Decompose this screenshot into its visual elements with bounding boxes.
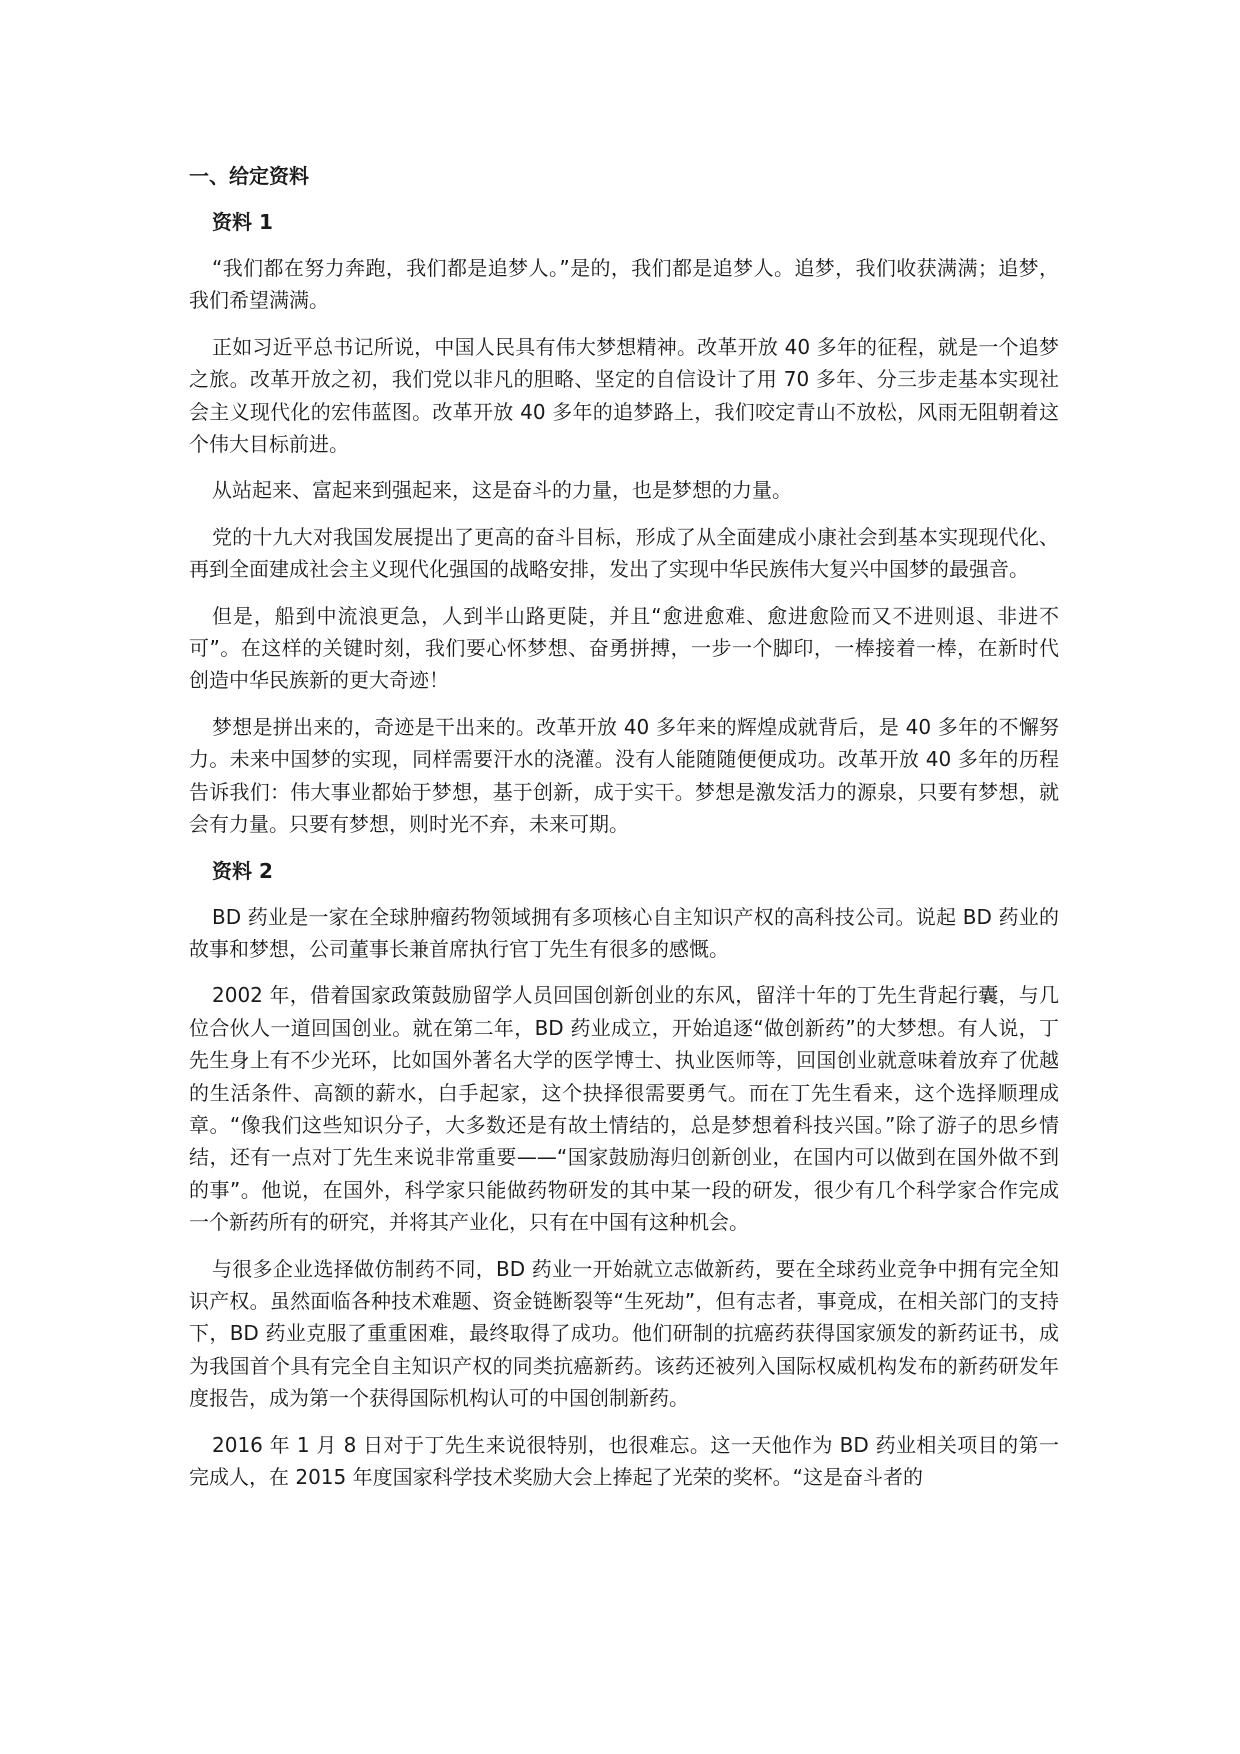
material-1-paragraph-3: 从站起来、富起来到强起来，这是奋斗的力量，也是梦想的力量。 xyxy=(212,478,792,503)
material-1-paragraph-5: 但是，船到中流浪更急，人到半山路更陡，并且“愈进愈难、愈进愈险而又不进则退、非进不可”。在这样的关键时刻，我们要心怀梦想、奋勇拼搏，一步一个脚印，一棒接着一棒，在新时代创造中华民族新的更大奇迹！ xyxy=(189,603,1059,693)
material-2-label: 资料 2 xyxy=(212,858,273,883)
material-2-paragraph-1: BD 药业是一家在全球肿瘤药物领域拥有多项核心自主知识产权的高科技公司。说起 BD 药业的故事和梦想，公司董事长兼首席执行官丁先生有很多的感慨。 xyxy=(189,904,1059,961)
material-1-paragraph-1: “我们都在努力奔跑，我们都是追梦人。”是的，我们都是追梦人。追梦，我们收获满满；追梦，我们希望满满。 xyxy=(189,256,1059,313)
material-2-paragraph-4: 2016 年 1 月 8 日对于丁先生来说很特别，也很难忘。这一天他作为 BD 药业相关项目的第一完成人，在 2015 年度国家科学技术奖励大会上捧起了光荣的奖杯。“这是奋斗者的 xyxy=(189,1432,1059,1489)
material-2-paragraph-3: 与很多企业选择做仿制药不同，BD 药业一开始就立志做新药，要在全球药业竞争中拥有完全知识产权。虽然面临各种技术难题、资金链断裂等“生死劫”，但有志者，事竟成，在相关部门的支持下，BD 药业克服了重重困难，最终取得了成功。他们研制的抗癌药获得国家颁发的新药证书，成为我国首个具有完全自主知识产权的同类抗癌新药。该药还被列入国际权威机构发布的新药研发年度报告，成为第一个获得国际机构认可的中国创制新药。 xyxy=(189,1256,1059,1411)
material-1-paragraph-6: 梦想是拼出来的，奇迹是干出来的。改革开放 40 多年来的辉煌成就背后，是 40 多年的不懈努力。未来中国梦的实现，同样需要汗水的浇灌。没有人能随随便便成功。改革开放 40 多年的历程告诉我们：伟大事业都始于梦想，基于创新，成于实干。梦想是激发活力的源泉，只要有梦想，就会有力量。只要有梦想，则时光不弃，未来可期。 xyxy=(189,714,1059,837)
material-2-paragraph-2: 2002 年，借着国家政策鼓励留学人员回国创新创业的东风，留洋十年的丁先生背起行囊，与几位合伙人一道回国创业。就在第二年，BD 药业成立，开始追逐“做创新药”的大梦想。有人说，丁先生身上有不少光环，比如国外著名大学的医学博士、执业医师等，回国创业就意味着放弃了优越的生活条件、高额的薪水，白手起家，这个抉择很需要勇气。而在丁先生看来，这个选择顺理成章。“像我们这些知识分子，大多数还是有故土情结的，总是梦想着科技兴国。”除了游子的思乡情结，还有一点对丁先生来说非常重要——“国家鼓励海归创新创业，在国内可以做到在国外做不到的事”。他说，在国外，科学家只能做药物研发的其中某一段的研发，很少有几个科学家合作完成一个新药所有的研究，并将其产业化，只有在中国有这种机会。 xyxy=(189,983,1059,1235)
document-page xyxy=(189,160,1059,1507)
material-1-label: 资料 1 xyxy=(212,210,273,234)
material-1-paragraph-2: 正如习近平总书记所说，中国人民具有伟大梦想精神。改革开放 40 多年的征程，就是一个追梦之旅。改革开放之初，我们党以非凡的胆略、坚定的自信设计了用 70 多年、分三步走基本实现社会主义现代化的宏伟蓝图。改革开放 40 多年的追梦路上，我们咬定青山不放松，风雨无阻朝着这个伟大目标前进。 xyxy=(189,334,1059,457)
section-title: 一、给定资料 xyxy=(189,164,309,188)
material-1-paragraph-4: 党的十九大对我国发展提出了更高的奋斗目标，形成了从全面建成小康社会到基本实现现代化、再到全面建成社会主义现代化强国的战略安排，发出了实现中华民族伟大复兴中国梦的最强音。 xyxy=(189,524,1059,582)
